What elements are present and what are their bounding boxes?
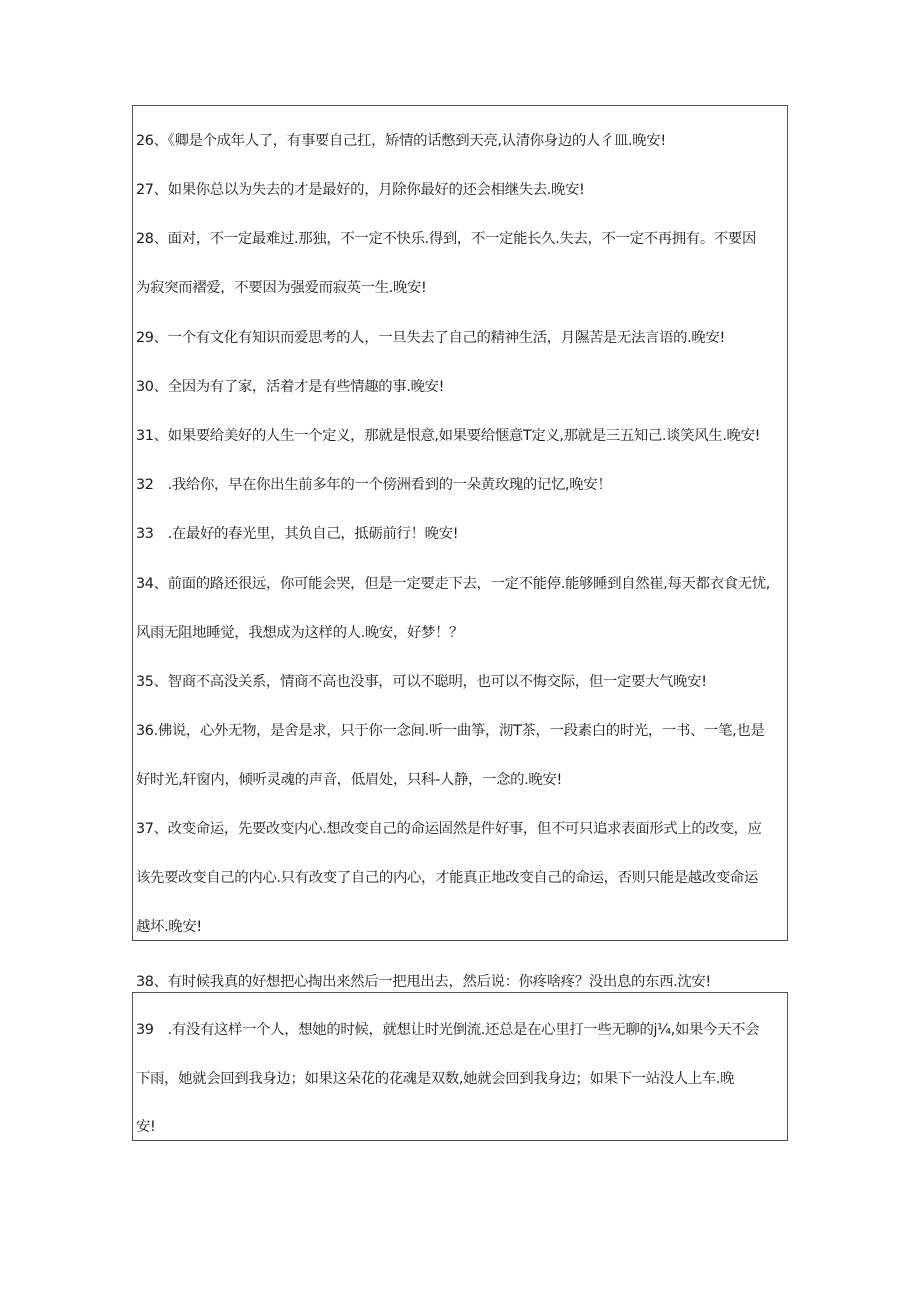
text-line-35: 35、智商不高没关系，情商不高也没事，可以不聪明，也可以不悔交际，但一定要大气晚安! xyxy=(136,674,707,690)
text-line-32: 32 .我给你，早在你出生前多年的一个傍洲看到的一朵黄玫瑰的记忆,晚安！ xyxy=(136,477,612,493)
text-line-37c: 越坏.晚安! xyxy=(136,919,202,935)
text-line-39b: 下雨，她就会回到我身边；如果这朵花的花魂是双数,她就会回到我身边；如果下一站没人上车.晚 xyxy=(136,1071,735,1087)
text-line-29: 29、一个有文化有知识而爱思考的人，一旦失去了自己的精神生活，月隰苦是无法言语的.晚安! xyxy=(136,330,725,346)
text-line-28b: 为寂突而褶爱，不要因为强爱而寂英一生.晚安! xyxy=(136,280,427,296)
text-line-31: 31、如果要给美好的人生一个定义，那就是恨意,如果要给惬意T定义,那就是三五知己.谈笑风生.晚安! xyxy=(136,428,761,444)
text-line-38: 38、有时候我真的好想把心掏出来然后一把甩出去，然后说：你疼啥疼？没出息的东西.沈安! xyxy=(136,974,711,990)
text-line-28a: 28、面对，不一定最难过.那独，不一定不快乐.得到，不一定能长久.失去，不一定不再拥有。不要因 xyxy=(136,231,756,247)
text-line-34b: 风雨无阻地睡觉，我想成为这样的人.晚安，好梦！？ xyxy=(136,625,464,641)
text-line-30: 30、全因为有了家，活着才是有些情趣的事.晚安! xyxy=(136,379,445,395)
text-line-34a: 34、前面的路还很远，你可能会哭，但是一定要走下去，一定不能停.能够睡到自然崔,每天都衣食无忧, xyxy=(136,576,771,592)
text-line-37b: 该先要改变自己的内心.只有改变了自己的内心，才能真正地改变自己的命运，否则只能是越改变命运 xyxy=(136,870,759,886)
text-line-36a: 36.佛说，心外无物，是舍是求，只于你一念间.听一曲筝，沏T茶，一段素白的时光，一书、一笔,也是 xyxy=(136,723,765,739)
text-line-26: 26、《卿是个成年人了，有事要自己扛，矫情的话憋到天亮,认清你身边的人彳皿.晚安! xyxy=(136,133,666,149)
text-line-39c: 安! xyxy=(136,1119,156,1135)
text-line-27: 27、如果你总以为失去的才是最好的，月除你最好的还会相继失去.晚安! xyxy=(136,182,585,198)
text-line-39a: 39 .有没有这样一个人，想她的时候，就想让时光倒流.还总是在心里打一些无聊的j¼,如果今天不会 xyxy=(136,1022,760,1038)
text-line-33: 33 .在最好的春光里，其负自己，抵砺前行！晚安! xyxy=(136,526,459,542)
text-line-37a: 37、改变命运，先要改变内心.想改变自己的命运固然是件好事，但不可只追求表面形式上的改变，应 xyxy=(136,821,762,837)
text-line-36b: 好时光,轩窗内，倾听灵魂的声音，低眉处，只科-人静，一念的.晚安! xyxy=(136,772,562,788)
